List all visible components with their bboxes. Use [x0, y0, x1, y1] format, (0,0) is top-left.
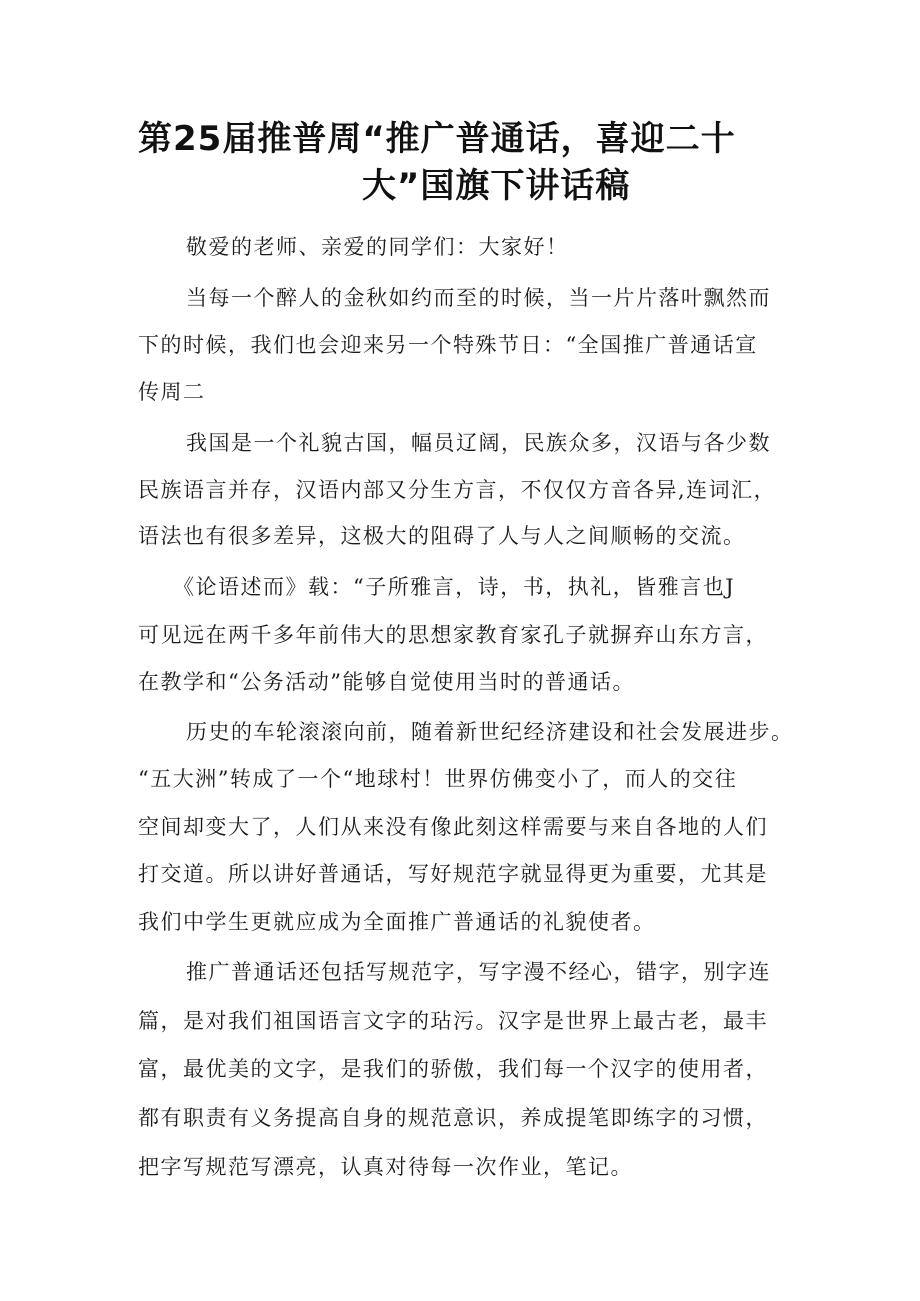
body-line: 下的时候，我们也会迎来另一个特殊节日：“全国推广普通话宣: [138, 333, 758, 357]
body-line: 语法也有很多差异，这极大的阻碍了人与人之间顺畅的交流。: [138, 524, 746, 548]
body-line: “五大洲”转成了一个“地球村！世界仿佛变小了，而人的交往: [138, 767, 738, 791]
body-line: 富，最优美的文字，是我们的骄傲，我们每一个汉字的使用者，: [138, 1057, 768, 1081]
body-line: 都有职责有义务提高自身的规范意识，养成提笔即练字的习惯，: [138, 1106, 768, 1130]
body-line: 空间却变大了，人们从来没有像此刻这样需要与来自各地的人们: [138, 815, 768, 839]
body-line: 推广普通话还包括写规范字，写字漫不经心，错字，别字连: [186, 960, 771, 984]
body-line: 历史的车轮滚滚向前，随着新世纪经济建设和社会发展进步。: [186, 720, 794, 744]
body-line: 可见远在两千多年前伟大的思想家教育家孔子就摒弃山东方言，: [138, 623, 768, 647]
document-title-line-2: 大”国旗下讲话稿: [362, 166, 631, 206]
body-line: 当每一个醉人的金秋如约而至的时候，当一片片落叶飘然而: [186, 286, 771, 310]
document-title-line-1: 第25届推普周“推广普通话，喜迎二十: [138, 119, 736, 159]
body-line: 把字写规范写漂亮，认真对待每一次作业，笔记。: [138, 1155, 633, 1179]
body-line: 传周二: [138, 380, 206, 404]
body-line: 民族语言并存，汉语内部又分生方言，不仅仅方音各异,连词汇，: [138, 478, 777, 502]
body-line: 《论语述而》载：“子所雅言，诗，书，执礼，皆雅言也J: [173, 575, 736, 599]
body-line: 我们中学生更就应成为全面推广普通话的礼貌使者。: [138, 910, 656, 934]
body-line: 打交道。所以讲好普通话，写好规范字就显得更为重要，尤其是: [138, 862, 768, 886]
body-line: 我国是一个礼貌古国，幅员辽阔，民族众多，汉语与各少数: [186, 431, 771, 455]
greeting-line: 敬爱的老师、亲爱的同学们：大家好！: [186, 235, 569, 259]
body-line: 篇，是对我们祖国语言文字的玷污。汉字是世界上最古老，最丰: [138, 1009, 768, 1033]
body-line: 在教学和“公务活动”能够自觉使用当时的普通话。: [138, 670, 635, 694]
